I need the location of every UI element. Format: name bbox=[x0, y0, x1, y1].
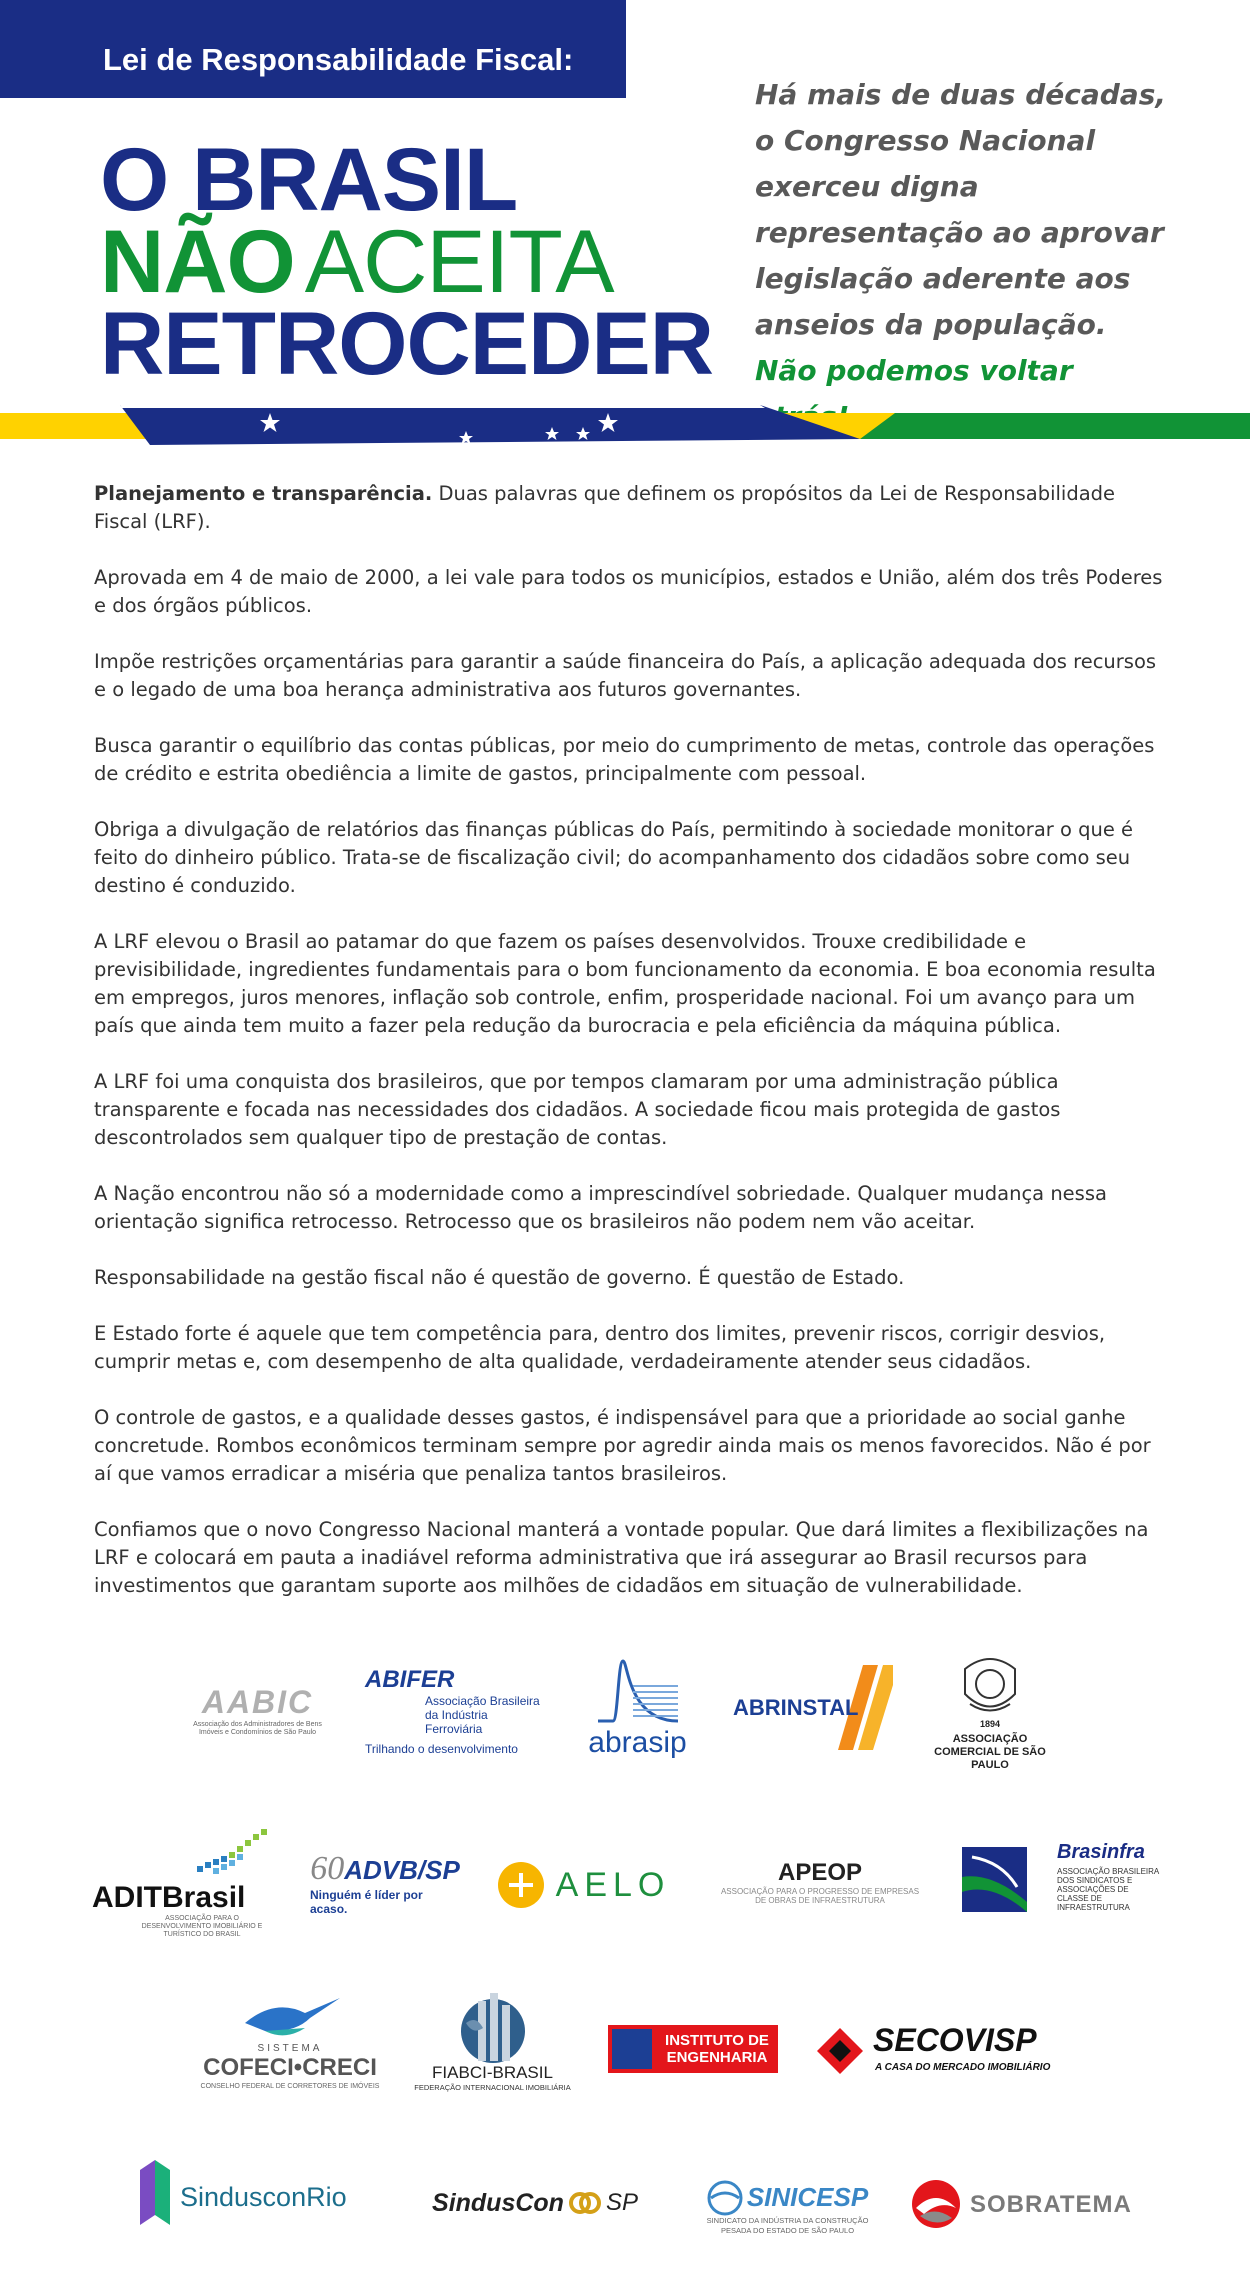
headline-line-1: O BRASIL bbox=[100, 129, 518, 229]
kicker-banner bbox=[0, 0, 626, 98]
headline-line-2 bbox=[100, 211, 700, 311]
paragraph-3: Impõe restrições orçamentárias para garantir a saúde financeira do País, a aplicação adequada dos recursos e o legado de uma boa herança administrativa aos futuros governantes. bbox=[94, 650, 1157, 701]
sinduscon-rio-wordmark: SindusconRio bbox=[180, 2182, 347, 2212]
logo-aabic bbox=[185, 1675, 330, 1745]
aelo-wordmark: AELO bbox=[555, 1865, 671, 1904]
acsp-name: ASSOCIAÇÃO COMERCIAL DE SÃO PAULO bbox=[934, 1732, 1046, 1771]
paragraph-10: E Estado forte é aquele que tem competência para, dentro dos limites, prevenir riscos, corrigir desvios, cumprir metas e, com desempenho de alta qualidade, verdadeiramente atender seus cidadãos. bbox=[94, 1322, 1106, 1373]
tagline-cta: Não podemos voltar bbox=[755, 354, 1073, 387]
cofeci-wordmark: COFECI•CRECI bbox=[203, 2054, 377, 2081]
sinicesp-desc: SINDICATO DA INDÚSTRIA DA CONSTRUÇÃO PESADA DO ESTADO DE SÃO PAULO bbox=[706, 2215, 869, 2235]
sobratema-wordmark: SOBRATEMA bbox=[970, 2191, 1132, 2218]
advb-wordmark: ADVB/SP bbox=[344, 1854, 460, 1885]
logo-abrinstal bbox=[733, 1665, 893, 1755]
headline-nao: NÃO bbox=[100, 211, 295, 311]
logo-brasinfra bbox=[962, 1835, 1162, 1925]
sinduscon-sp-wordmark: SindusCon bbox=[432, 2188, 564, 2217]
ie-line2: ENGENHARIA bbox=[666, 2049, 768, 2066]
acsp-crest-icon bbox=[955, 1649, 1025, 1719]
brasinfra-desc: ASSOCIAÇÃO BRASILEIRA DOS SINDICATOS E ASSOCIAÇÕES DE CLASSE DE INFRAESTRUTURA bbox=[1057, 1867, 1159, 1912]
cofeci-sistema: SISTEMA bbox=[257, 2043, 323, 2054]
abifer-wordmark: ABIFER bbox=[365, 1666, 455, 1693]
paragraph-9: Responsabilidade na gestão fiscal não é questão de governo. É questão de Estado. bbox=[94, 1266, 905, 1289]
secovi-diamond-icon bbox=[815, 2026, 865, 2076]
abifer-line1: Associação Brasileira bbox=[425, 1694, 540, 1708]
sobratema-swirl-icon bbox=[910, 2178, 962, 2230]
brasinfra-wordmark: Brasinfra bbox=[1057, 1841, 1145, 1863]
advb-mark bbox=[310, 1850, 460, 1888]
brasinfra-road-icon bbox=[962, 1847, 1027, 1912]
aabic-desc: Associação dos Administradores de Bens Imóveis e Condomínios de São Paulo bbox=[193, 1720, 322, 1736]
sinduscon-rio-mark-icon bbox=[140, 2160, 170, 2230]
acsp-year: 1894 bbox=[979, 1718, 1001, 1729]
cofeci-desc: CONSELHO FEDERAL DE CORRETORES DE IMÓVEIS bbox=[200, 2083, 380, 2090]
sinicesp-globe-icon bbox=[707, 2180, 743, 2216]
logo-sinduscon-rio bbox=[140, 2160, 347, 2235]
flag-band bbox=[0, 405, 1250, 445]
paragraph-12: Confiamos que o novo Congresso Nacional manterá a vontade popular. Que dará limites a flexibilizações na LRF e colocará em pauta a inadiável reforma administrativa que irá assegurar ao Brasil recursos para investimentos que garantam suporte aos milhões de cidadãos em situação de vulnerabilidade. bbox=[94, 1518, 1149, 1597]
paragraph-8: A Nação encontrou não só a modernidade como a imprescindível sobriedade. Qualquer mudança nessa orientação significa retrocesso. Retrocesso que os brasileiros não podem nem vão aceitar. bbox=[94, 1182, 1107, 1233]
fiabci-globe-icon bbox=[438, 1993, 548, 2063]
adit-wave-icon bbox=[187, 1826, 277, 1881]
abrinstal-wordmark: ABRINSTAL bbox=[733, 1695, 859, 1720]
sinduscon-sp-sp: SP bbox=[605, 2189, 638, 2216]
tagline bbox=[755, 72, 1175, 440]
paragraph-5: Obriga a divulgação de relatórios das finanças públicas do País, permitindo à sociedade monitorar o que é feito do dinheiro público. Trata-se de fiscalização civil; do acompanhamento dos cidadãos sobre como seu destino é conduzido. bbox=[94, 818, 1134, 897]
logo-acsp bbox=[915, 1645, 1065, 1775]
logo-sinicesp bbox=[690, 2165, 885, 2250]
logo-aelo bbox=[488, 1850, 678, 1920]
headline-line-3: RETROCEDER bbox=[100, 293, 714, 393]
paragraph-6: A LRF elevou o Brasil ao patamar do que fazem os países desenvolvidos. Trouxe credibilidade e previsibilidade, ingredientes fundamentais para o bom funcionamento da economia. E boa economia resulta em empregos, juros menores, inflação sob controle, enfim, prosperidade nacional. Foi um avanço para um país que ainda tem muito a fazer pela redução da burocracia e pela eficiência da máquina pública. bbox=[94, 930, 1156, 1037]
sinicesp-mark bbox=[707, 2180, 868, 2216]
headline bbox=[100, 129, 714, 393]
fiabci-desc: FEDERAÇÃO INTERNACIONAL IMOBILIÁRIA bbox=[414, 2082, 571, 2092]
aelo-circle-icon bbox=[496, 1860, 546, 1910]
ie-line1: INSTITUTO DE bbox=[665, 2032, 769, 2049]
advb-slogan: Ninguém é líder por acaso. bbox=[310, 1887, 423, 1916]
fiabci-wordmark: FIABCI-BRASIL bbox=[432, 2062, 553, 2082]
kicker-text: Lei de Responsabilidade Fiscal: bbox=[103, 42, 574, 77]
logo-fiabci bbox=[410, 1985, 575, 2100]
logo-cofeci bbox=[200, 1985, 380, 2100]
secovi-slogan: A CASA DO MERCADO IMOBILIÁRIO bbox=[875, 2062, 1051, 2073]
abrasip-wordmark: abrasip bbox=[588, 1725, 687, 1759]
article-body bbox=[94, 480, 1164, 1628]
logo-instituto-engenharia bbox=[608, 2025, 778, 2073]
headline-aceita: ACEITA bbox=[304, 211, 614, 311]
abrasip-wave-icon bbox=[593, 1656, 683, 1726]
paragraph-1-rest: Duas palavras que definem os propósitos da Lei de Responsabilidade Fiscal (LRF). bbox=[94, 482, 1116, 533]
logo-abrasip bbox=[575, 1650, 700, 1765]
advb-number: 60 bbox=[310, 1849, 345, 1887]
adit-wordmark: ADITBrasil bbox=[92, 1881, 246, 1914]
paragraph-11: O controle de gastos, e a qualidade desses gastos, é indispensável para que a prioridade ao social ganhe concretude. Rombos econômicos terminam sempre por agredir ainda mais os menos favorecidos. Não é por aí que vamos erradicar a miséria que penaliza tantos brasileiros. bbox=[94, 1406, 1151, 1485]
logo-secovi bbox=[815, 2018, 1055, 2083]
paragraph-2: Aprovada em 4 de maio de 2000, a lei vale para todos os municípios, estados e União, além dos três Poderes e dos órgãos públicos. bbox=[94, 566, 1163, 617]
secovi-wordmark: SECOVISP bbox=[873, 2022, 1037, 2058]
apeop-wordmark: APEOP bbox=[777, 1859, 863, 1886]
paragraph-1 bbox=[94, 480, 1164, 536]
logo-sobratema bbox=[910, 2175, 1132, 2233]
paragraph-7: A LRF foi uma conquista dos brasileiros, que por tempos clamaram por uma administração pública transparente e focada nas necessidades dos cidadãos. A sociedade ficou mais protegida de gastos descontrolados sem qualquer tipo de prestação de contas. bbox=[94, 1070, 1061, 1149]
logo-apeop bbox=[710, 1852, 930, 1912]
sinicesp-wordmark: SINICESP bbox=[746, 2182, 869, 2212]
abifer-slogan: Trilhando o desenvolvimento bbox=[365, 1742, 518, 1756]
hummingbird-icon bbox=[235, 1993, 345, 2043]
paragraph-4: Busca garantir o equilíbrio das contas públicas, por meio do cumprimento de metas, controle das operações de crédito e estrita obediência a limite de gastos, principalmente com pessoal. bbox=[94, 734, 1155, 785]
apeop-desc: ASSOCIAÇÃO PARA O PROGRESSO DE EMPRESAS DE OBRAS DE INFRAESTRUTURA bbox=[720, 1887, 920, 1905]
logo-sinduscon-sp bbox=[415, 2178, 655, 2228]
tagline-text: Há mais de duas décadas, o Congresso Nacional exerceu digna representação ao aprovar legislação aderente aos anseios da população. bbox=[755, 78, 1166, 341]
sinduscon-sp-knot-icon bbox=[568, 2186, 602, 2220]
logo-advb bbox=[310, 1845, 460, 1920]
abifer-line2: da Indústria Ferroviária bbox=[425, 1708, 488, 1736]
aabic-wordmark: AABIC bbox=[201, 1683, 314, 1720]
logo-abifer bbox=[365, 1666, 540, 1756]
paragraph-1-lead: Planejamento e transparência. bbox=[94, 482, 433, 505]
ie-emblem-icon bbox=[612, 2029, 652, 2069]
logo-adit bbox=[92, 1825, 277, 1940]
adit-desc: ASSOCIAÇÃO PARA O DESENVOLVIMENTO IMOBILIÁRIO E TURÍSTICO DO BRASIL bbox=[141, 1915, 263, 1938]
